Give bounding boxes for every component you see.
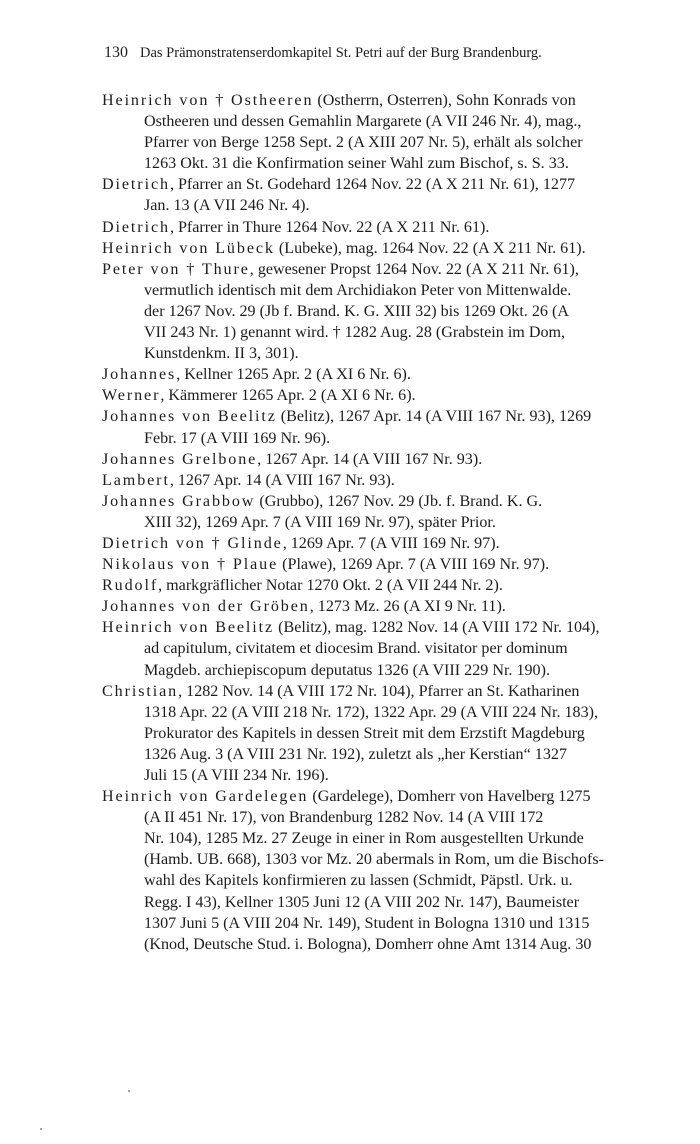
entry-text: Magdeb. archiepiscopum deputatus 1326 (A VIII 229 Nr. 190). xyxy=(144,661,550,679)
entry-line xyxy=(102,217,676,238)
entry-line xyxy=(102,765,676,786)
entry-line xyxy=(102,913,676,934)
entry-line xyxy=(102,259,676,280)
register-entry xyxy=(102,596,676,617)
entry-text: Pfarrer von Berge 1258 Sept. 2 (A XIII 207 Nr. 5), erhält als solcher xyxy=(144,134,583,152)
entry-line xyxy=(102,744,676,765)
register-entry xyxy=(102,238,676,259)
entry-name: Dietrich von † Glinde xyxy=(102,534,283,552)
entry-text: Febr. 17 (A VIII 169 Nr. 96). xyxy=(144,429,331,447)
register-entry xyxy=(102,491,676,533)
entry-line xyxy=(102,660,676,681)
entry-line xyxy=(102,195,676,216)
entry-line xyxy=(102,596,676,617)
entry-line xyxy=(102,723,676,744)
register-entry xyxy=(102,681,676,786)
register-entry xyxy=(102,786,676,955)
entry-name: Johannes Grelbone xyxy=(102,450,258,468)
entry-name: Heinrich von † Ostheeren xyxy=(102,92,314,109)
register-entry xyxy=(102,575,676,596)
entry-name: Heinrich von Lübeck xyxy=(102,239,275,257)
entry-text: Ostheeren und dessen Gemahlin Margarete (A VII 246 Nr. 4), mag., xyxy=(144,113,582,131)
entry-name: Johannes von Beelitz xyxy=(102,408,277,426)
entry-text: (Plawe), 1269 Apr. 7 (A VIII 169 Nr. 97). xyxy=(278,556,550,574)
entry-line xyxy=(102,111,676,132)
entry-text: , Pfarrer in Thure 1264 Nov. 22 (A X 211 Nr. 61). xyxy=(169,218,490,236)
entry-line xyxy=(102,132,676,153)
entry-line xyxy=(102,153,676,174)
register-entry xyxy=(102,406,676,448)
entry-line xyxy=(102,301,676,322)
entry-text: (Belitz), mag. 1282 Nov. 14 (A VIII 172 Nr. 104), xyxy=(274,619,600,637)
entry-line xyxy=(102,406,676,427)
entry-list xyxy=(102,90,676,955)
entry-text: , Pfarrer an St. Godehard 1264 Nov. 22 (A X 211 Nr. 61), 1277 xyxy=(169,176,576,194)
entry-line xyxy=(102,238,676,259)
entry-name: Johannes von der Gröben xyxy=(102,598,310,616)
entry-text: vermutlich identisch mit dem Archidiakon Peter von Mittenwalde. xyxy=(144,281,572,299)
entry-text: , Kellner 1265 Apr. 2 (A XI 6 Nr. 6). xyxy=(176,366,411,384)
register-entry xyxy=(102,470,676,491)
entry-name: Rudolf xyxy=(102,577,159,595)
entry-line xyxy=(102,828,676,849)
entry-text: (Belitz), 1267 Apr. 14 (A VIII 167 Nr. 93), 1269 xyxy=(276,408,592,426)
entry-name: Dietrich xyxy=(102,218,170,236)
entry-line xyxy=(102,702,676,723)
entry-text: 1307 Juni 5 (A VIII 204 Nr. 149), Student in Bologna 1310 und 1315 xyxy=(144,914,590,932)
entry-name: Nikolaus von † Plaue xyxy=(102,556,279,574)
entry-line xyxy=(102,385,676,406)
entry-line xyxy=(102,934,676,955)
register-entry xyxy=(102,259,676,364)
entry-line xyxy=(102,575,676,596)
register-entry xyxy=(102,617,676,680)
entry-line xyxy=(102,364,676,385)
entry-text: 1263 Okt. 31 die Konfirmation seiner Wahl zum Bischof, s. S. 33. xyxy=(144,155,569,173)
entry-line xyxy=(102,638,676,659)
entry-line xyxy=(102,322,676,343)
register-entry xyxy=(102,554,676,575)
running-header xyxy=(104,44,674,62)
entry-name: Heinrich von Beelitz xyxy=(102,619,275,637)
entry-line xyxy=(102,280,676,301)
scan-speck xyxy=(128,1090,130,1092)
entry-line xyxy=(102,428,676,449)
running-title: Das Prämonstratenserdomkapitel St. Petri auf der Burg Brandenburg. xyxy=(140,45,542,61)
entry-name: Johannes Grabbow xyxy=(102,492,256,510)
register-entry xyxy=(102,90,676,174)
entry-name: Peter von † Thure xyxy=(102,260,250,278)
entry-text: , 1267 Apr. 14 (A VIII 167 Nr. 93). xyxy=(257,450,483,468)
entry-line xyxy=(102,786,676,807)
entry-line xyxy=(102,449,676,470)
entry-text: Regg. I 43), Kellner 1305 Juni 12 (A VIII 202 Nr. 147), Baumeister xyxy=(144,893,580,911)
entry-line xyxy=(102,343,676,364)
entry-name: Johannes xyxy=(102,366,177,384)
entry-line xyxy=(102,870,676,891)
entry-text: 1318 Apr. 22 (A VIII 218 Nr. 172), 1322 Apr. 29 (A VIII 224 Nr. 183), xyxy=(144,703,599,721)
entry-text: , 1282 Nov. 14 (A VIII 172 Nr. 104), Pfarrer an St. Katharinen xyxy=(178,682,580,700)
entry-text: Prokurator des Kapitels in dessen Streit mit dem Erzstift Magdeburg xyxy=(144,724,585,742)
entry-line xyxy=(102,470,676,491)
entry-line xyxy=(102,512,676,533)
entry-name: Christian xyxy=(102,682,179,700)
entry-text: Jan. 13 (A VII 246 Nr. 4). xyxy=(144,197,310,215)
entry-text: (Grubbo), 1267 Nov. 29 (Jb. f. Brand. K. G. xyxy=(255,492,543,510)
entry-text: , 1267 Apr. 14 (A VIII 167 Nr. 93). xyxy=(169,471,395,489)
entry-text: (Gardelege), Domherr von Havelberg 1275 xyxy=(308,788,591,806)
entry-line xyxy=(102,554,676,575)
entry-line xyxy=(102,849,676,870)
entry-text: ad capitulum, civitatem et diocesim Brand. visitator per dominum xyxy=(144,640,568,658)
entry-text: (Lubeke), mag. 1264 Nov. 22 (A X 211 Nr. 61). xyxy=(274,239,586,257)
entry-text: , 1269 Apr. 7 (A VIII 169 Nr. 97). xyxy=(282,534,500,552)
entry-line xyxy=(102,491,676,512)
entry-text: , gewesener Propst 1264 Nov. 22 (A X 211 Nr. 61), xyxy=(249,260,579,278)
entry-line xyxy=(102,90,676,111)
entry-text: , 1273 Mz. 26 (A XI 9 Nr. 11). xyxy=(309,598,506,616)
entry-text: VII 243 Nr. 1) genannt wird. † 1282 Aug. 28 (Grabstein im Dom, xyxy=(144,324,566,342)
page-number: 130 xyxy=(104,44,128,61)
entry-text: wahl des Kapitels konfirmieren zu lassen (Schmidt, Päpstl. Urk. u. xyxy=(144,872,573,890)
register-entry xyxy=(102,174,676,216)
register-entry xyxy=(102,385,676,406)
entry-text: der 1267 Nov. 29 (Jb f. Brand. K. G. XIII 32) bis 1269 Okt. 26 (A xyxy=(144,302,569,320)
entry-name: Lambert xyxy=(102,471,170,489)
entry-text: (Ostherrn, Osterren), Sohn Konrads von xyxy=(313,92,576,109)
entry-line xyxy=(102,174,676,195)
entry-text: (A II 451 Nr. 17), von Brandenburg 1282 Nov. 14 (A VIII 172 xyxy=(144,809,544,827)
entry-text: Nr. 104), 1285 Mz. 27 Zeuge in einer in Rom ausgestellten Urkunde xyxy=(144,830,584,848)
entry-line xyxy=(102,617,676,638)
entry-text: , Kämmerer 1265 Apr. 2 (A XI 6 Nr. 6). xyxy=(160,387,416,405)
entry-text: Kunstdenkm. II 3, 301). xyxy=(144,345,299,363)
entry-line xyxy=(102,681,676,702)
entry-name: Heinrich von Gardelegen xyxy=(102,788,309,806)
entry-text: , markgräflicher Notar 1270 Okt. 2 (A VII 244 Nr. 2). xyxy=(158,577,503,595)
entry-text: (Hamb. UB. 668), 1303 vor Mz. 20 abermals in Rom, um die Bischofs- xyxy=(144,851,604,869)
entry-text: Juli 15 (A VIII 234 Nr. 196). xyxy=(144,767,329,784)
entry-text: (Knod, Deutsche Stud. i. Bologna), Domherr ohne Amt 1314 Aug. 30 xyxy=(144,935,592,953)
register-entry xyxy=(102,533,676,554)
register-entry xyxy=(102,364,676,385)
register-entry xyxy=(102,449,676,470)
entry-text: XIII 32), 1269 Apr. 7 (A VIII 169 Nr. 97), später Prior. xyxy=(144,513,496,531)
entry-line xyxy=(102,807,676,828)
register-entry xyxy=(102,217,676,238)
entry-name: Dietrich xyxy=(102,176,170,194)
entry-line xyxy=(102,892,676,913)
entry-name: Werner xyxy=(102,387,161,405)
entry-line xyxy=(102,533,676,554)
entry-text: 1326 Aug. 3 (A VIII 231 Nr. 192), zuletzt als „her Kerstian“ 1327 xyxy=(144,745,567,763)
scan-speck xyxy=(40,1128,42,1130)
